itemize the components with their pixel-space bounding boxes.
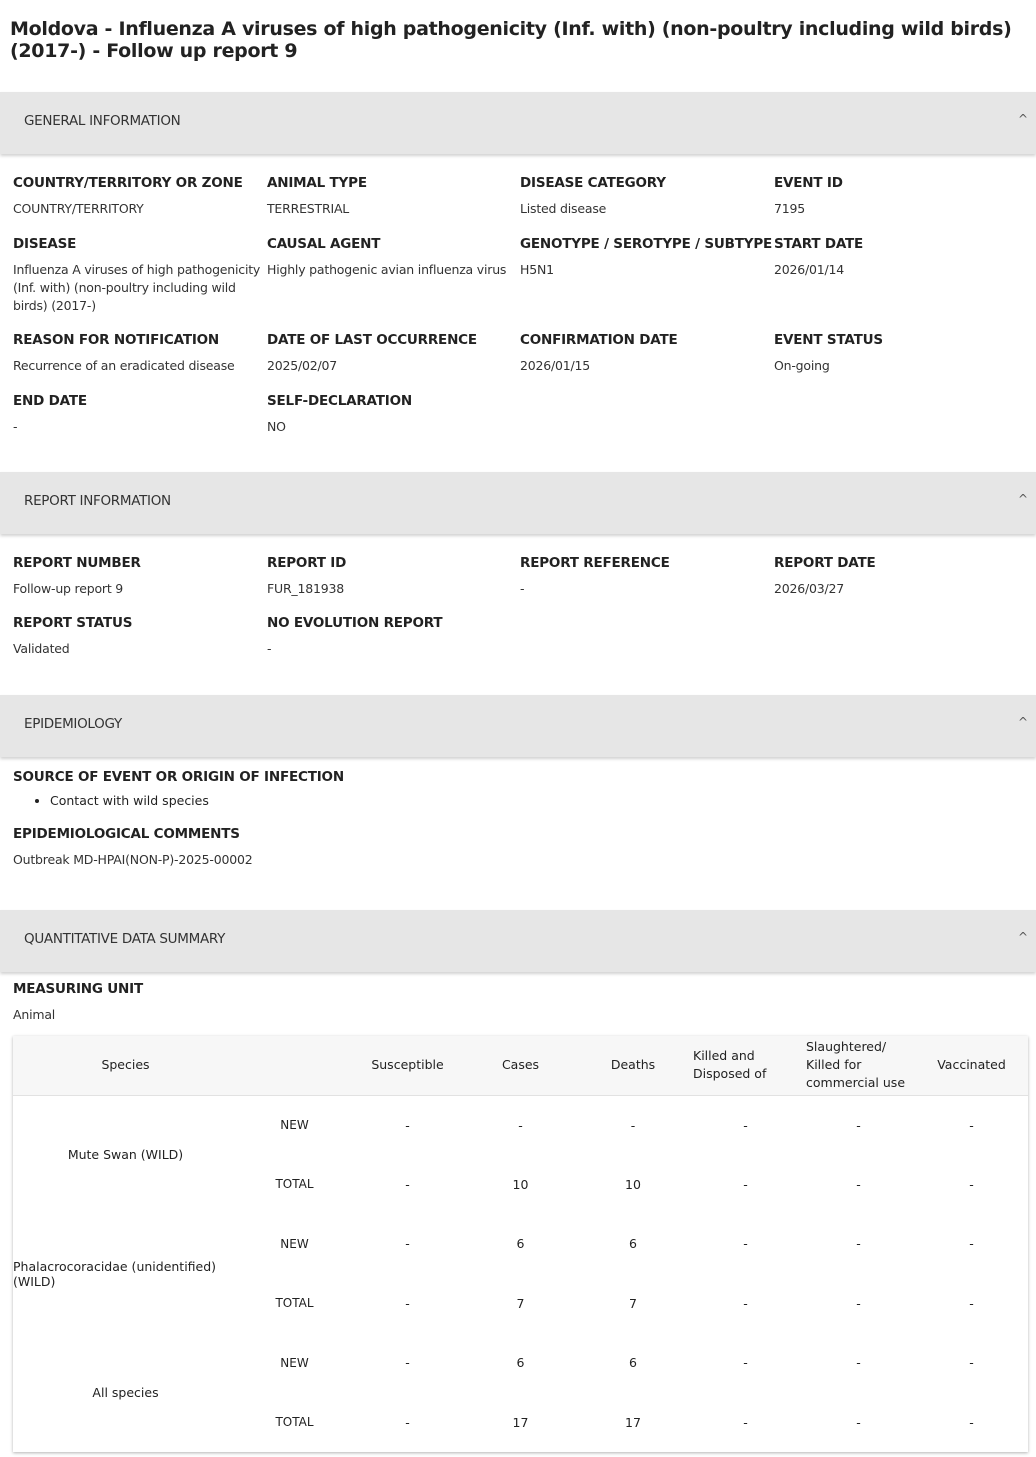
- cell-deaths: 17: [625, 1414, 641, 1430]
- field-report-reference: [520, 555, 775, 598]
- row-tag: NEW: [280, 1118, 309, 1132]
- field-reason: [13, 332, 268, 375]
- field-end-date: [13, 393, 268, 436]
- field-disease-category: [520, 175, 775, 218]
- cell-slaughtered: -: [856, 1176, 861, 1192]
- col-header-tag: [238, 1036, 351, 1095]
- field-label: ANIMAL TYPE: [267, 175, 367, 191]
- field-self-declaration: [267, 393, 522, 436]
- field-source-of-event: [13, 769, 613, 785]
- field-start-date: [774, 236, 1029, 279]
- cell-susceptible: -: [405, 1355, 410, 1371]
- row-tag: TOTAL: [275, 1177, 314, 1192]
- species-cell: All species: [92, 1385, 159, 1400]
- report-information-header[interactable]: [0, 472, 1036, 534]
- chevron-up-icon[interactable]: ^: [1017, 492, 1028, 506]
- general-information-header[interactable]: [0, 92, 1036, 154]
- cell-susceptible: -: [405, 1295, 410, 1311]
- field-value: Follow-up report 9: [13, 581, 124, 596]
- field-last-occurrence: [267, 332, 522, 375]
- cell-killed: -: [743, 1295, 748, 1311]
- field-value: Animal: [13, 1007, 56, 1022]
- cell-slaughtered: -: [856, 1117, 861, 1133]
- field-value: 7195: [774, 201, 806, 216]
- field-value: 2026/01/14: [774, 262, 845, 277]
- cell-deaths: 7: [629, 1295, 637, 1311]
- field-no-evolution: [267, 615, 522, 658]
- field-label: REPORT NUMBER: [13, 555, 141, 571]
- field-value: -: [520, 581, 525, 596]
- row-tag: NEW: [280, 1236, 309, 1251]
- field-value: Highly pathogenic avian influenza virus: [267, 262, 507, 277]
- field-value: 2025/02/07: [267, 358, 338, 373]
- cell-cases: 17: [512, 1414, 529, 1430]
- table-row: [13, 1333, 1028, 1393]
- field-value: Validated: [13, 641, 70, 656]
- section-header-label: QUANTITATIVE DATA SUMMARY: [24, 931, 226, 947]
- section-header-label: REPORT INFORMATION: [24, 493, 171, 509]
- cell-vaccinated: -: [969, 1355, 974, 1371]
- field-label: REASON FOR NOTIFICATION: [13, 332, 220, 348]
- field-value: 2026/01/15: [520, 358, 591, 373]
- field-value: Listed disease: [520, 201, 607, 216]
- col-header-deaths: Deaths: [577, 1036, 689, 1095]
- cell-susceptible: -: [405, 1117, 410, 1133]
- field-label: REPORT ID: [267, 555, 347, 571]
- field-event-status: [774, 332, 1029, 375]
- cell-cases: -: [518, 1117, 523, 1133]
- field-value: 2026/03/27: [774, 581, 845, 596]
- species-cell: Mute Swan (WILD): [67, 1147, 184, 1163]
- field-epidemiological-comments: [13, 826, 613, 869]
- page-title: Moldova - Influenza A viruses of high pathogenicity (Inf. with) (non-poultry including wild birds) (2017-) - Follow up report 9: [10, 18, 1012, 62]
- field-label: CONFIRMATION DATE: [520, 332, 678, 348]
- field-label: REPORT DATE: [774, 555, 876, 571]
- cell-vaccinated: -: [969, 1236, 974, 1252]
- chevron-up-icon[interactable]: ^: [1017, 930, 1028, 944]
- field-label: DATE OF LAST OCCURRENCE: [267, 332, 477, 348]
- field-value: Influenza A viruses of high pathogenicity (Inf. with) (non-poultry including wild birds) (2017-): [13, 262, 261, 313]
- cell-slaughtered: -: [856, 1295, 861, 1311]
- field-value: TERRESTRIAL: [267, 201, 350, 216]
- field-value: H5N1: [520, 262, 554, 277]
- cell-killed: -: [743, 1236, 748, 1252]
- field-genotype: [520, 236, 775, 279]
- col-header-slaughtered: Slaughtered/ Killed for commercial use: [802, 1036, 915, 1095]
- epidemiology-header[interactable]: [0, 695, 1036, 757]
- table-row: [13, 1214, 1028, 1274]
- field-label: REPORT STATUS: [13, 615, 133, 631]
- field-label: GENOTYPE / SEROTYPE / SUBTYPE: [520, 236, 773, 252]
- field-value: -: [13, 419, 18, 434]
- field-label: MEASURING UNIT: [13, 981, 143, 997]
- list-item: • Contact with wild species: [50, 793, 209, 808]
- col-header-susceptible: Susceptible: [351, 1036, 464, 1095]
- cell-susceptible: -: [405, 1414, 410, 1430]
- field-report-number: [13, 555, 268, 598]
- cell-cases: 7: [516, 1295, 525, 1311]
- field-label: START DATE: [774, 236, 864, 252]
- cell-vaccinated: -: [969, 1117, 974, 1133]
- field-value: Recurrence of an eradicated disease: [13, 358, 235, 373]
- cell-killed: -: [743, 1355, 748, 1371]
- chevron-up-icon[interactable]: ^: [1017, 112, 1028, 126]
- field-label: DISEASE: [13, 236, 77, 252]
- cell-vaccinated: -: [969, 1295, 974, 1311]
- cell-slaughtered: -: [856, 1236, 861, 1252]
- field-label: EVENT ID: [774, 175, 843, 191]
- col-header-vaccinated: Vaccinated: [915, 1036, 1028, 1095]
- cell-killed: -: [743, 1176, 748, 1192]
- field-value: On-going: [774, 358, 830, 373]
- cell-vaccinated: -: [969, 1176, 974, 1192]
- section-header-label: EPIDEMIOLOGY: [24, 716, 122, 732]
- col-header-killed: Killed and Disposed of: [689, 1036, 802, 1095]
- field-label: END DATE: [13, 393, 87, 409]
- cell-slaughtered: -: [856, 1355, 861, 1371]
- chevron-up-icon[interactable]: ^: [1017, 715, 1028, 729]
- cell-deaths: -: [630, 1117, 636, 1133]
- row-tag: TOTAL: [275, 1415, 314, 1430]
- field-label: REPORT REFERENCE: [520, 555, 670, 571]
- cell-cases: 6: [516, 1355, 525, 1371]
- field-label: SELF-DECLARATION: [267, 393, 412, 409]
- cell-killed: -: [743, 1117, 748, 1133]
- field-value: NO: [267, 419, 286, 434]
- col-header-cases: Cases: [464, 1036, 577, 1095]
- field-value: COUNTRY/TERRITORY: [13, 201, 144, 216]
- field-label: SOURCE OF EVENT OR ORIGIN OF INFECTION: [13, 769, 344, 785]
- field-report-id: [267, 555, 522, 598]
- table-header-row: [13, 1036, 1028, 1095]
- field-animal-type: [267, 175, 522, 218]
- cell-deaths: 6: [629, 1355, 637, 1371]
- field-label: NO EVOLUTION REPORT: [267, 615, 443, 631]
- field-disease: [13, 236, 268, 315]
- species-cell: Phalacrocoracidae (unidentified) (WILD): [13, 1258, 217, 1289]
- field-label: CAUSAL AGENT: [267, 236, 381, 252]
- field-value: -: [267, 641, 272, 656]
- source-list: [50, 793, 209, 808]
- field-value: Outbreak MD-HPAI(NON-P)-2025-00002: [13, 852, 253, 867]
- quantitative-data-header[interactable]: [0, 910, 1036, 972]
- cell-vaccinated: -: [969, 1414, 974, 1430]
- field-value: FUR_181938: [267, 581, 344, 596]
- field-country: [13, 175, 268, 218]
- cell-susceptible: -: [405, 1176, 410, 1192]
- row-tag: TOTAL: [275, 1296, 314, 1311]
- field-confirmation-date: [520, 332, 775, 375]
- quantitative-table: [13, 1036, 1028, 1452]
- field-label: EVENT STATUS: [774, 332, 883, 348]
- cell-cases: 10: [512, 1176, 529, 1192]
- field-label: EPIDEMIOLOGICAL COMMENTS: [13, 826, 240, 842]
- field-causal-agent: [267, 236, 522, 279]
- field-report-date: [774, 555, 1029, 598]
- field-event-id: [774, 175, 1029, 218]
- cell-deaths: 6: [629, 1236, 637, 1252]
- cell-killed: -: [743, 1414, 748, 1430]
- cell-cases: 6: [516, 1236, 525, 1252]
- field-report-status: [13, 615, 268, 658]
- col-header-species: Species: [13, 1036, 238, 1095]
- row-tag: NEW: [280, 1355, 309, 1370]
- section-header-label: GENERAL INFORMATION: [24, 113, 181, 129]
- cell-slaughtered: -: [856, 1414, 861, 1430]
- cell-susceptible: -: [405, 1236, 410, 1252]
- field-label: DISEASE CATEGORY: [520, 175, 666, 191]
- field-label: COUNTRY/TERRITORY OR ZONE: [13, 175, 243, 191]
- field-measuring-unit: [13, 981, 268, 1024]
- cell-deaths: 10: [625, 1176, 641, 1192]
- table-row: [13, 1095, 1028, 1155]
